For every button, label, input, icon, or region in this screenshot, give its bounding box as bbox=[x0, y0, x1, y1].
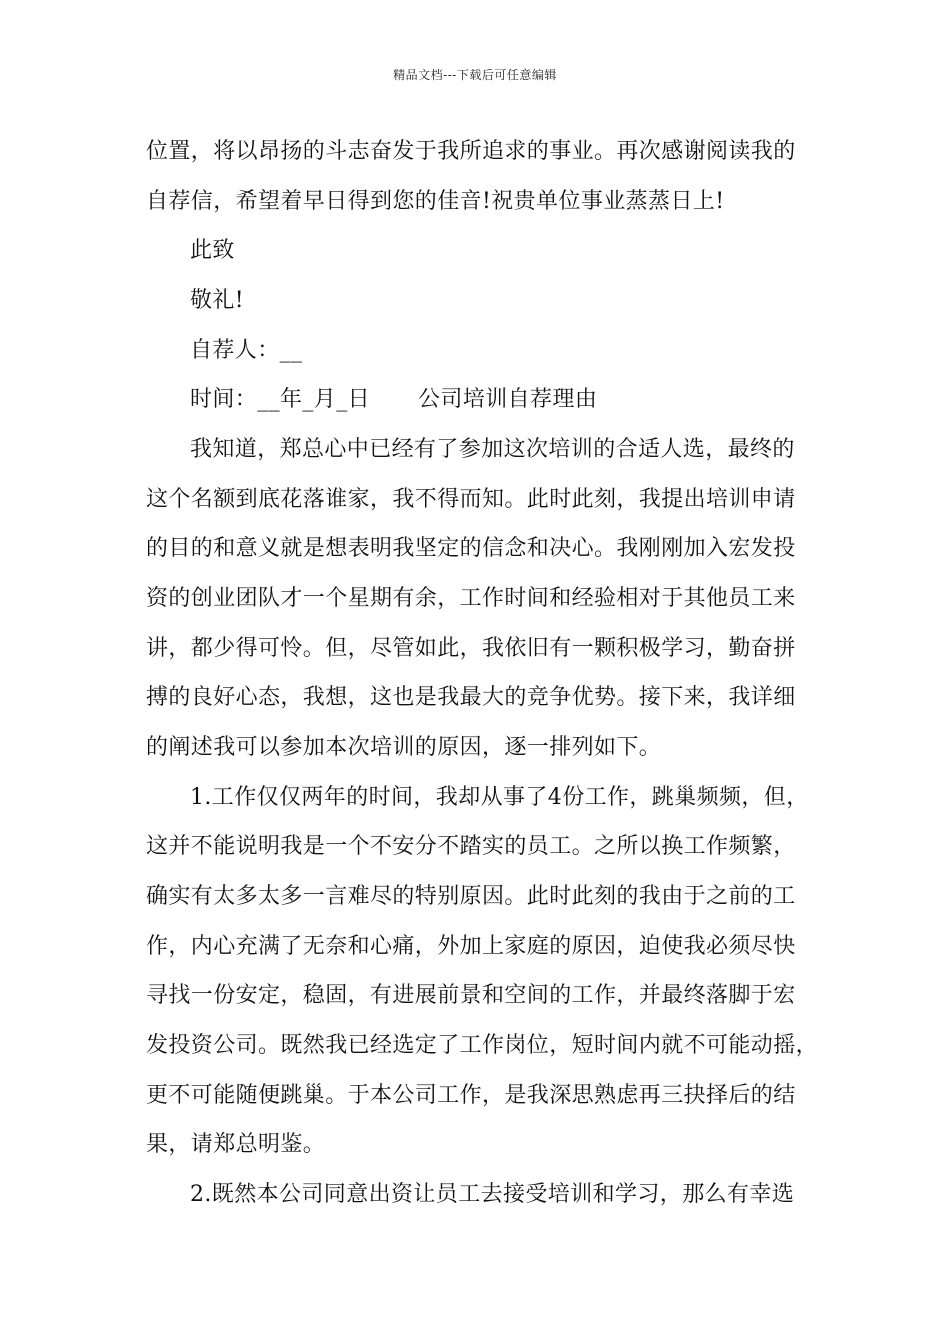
body-line: 这并不能说明我是一个不安分不踏实的员工。之所以换工作频繁， bbox=[146, 834, 796, 859]
body-line: 2.既然本公司同意出资让员工去接受培训和学习，那么有幸选 bbox=[190, 1182, 795, 1207]
body-line: 1.工作仅仅两年的时间，我却从事了4份工作，跳巢频频，但， bbox=[190, 785, 809, 810]
body-line: 搏的良好心态，我想，这也是我最大的竞争优势。接下来，我详细 bbox=[146, 685, 796, 710]
body-line: 讲，都少得可怜。但，尽管如此，我依旧有一颗积极学习，勤奋拼 bbox=[146, 636, 796, 661]
body-line: 更不可能随便跳巢。于本公司工作，是我深思熟虑再三抉择后的结 bbox=[146, 1083, 796, 1108]
page-header: 精品文档---下载后可任意编辑 bbox=[393, 68, 557, 82]
body-line: 寻找一份安定，稳固，有进展前景和空间的工作，并最终落脚于宏 bbox=[146, 983, 796, 1008]
body-line: 果，请郑总明鉴。 bbox=[146, 1132, 326, 1157]
body-line: 资的创业团队才一个星期有余，工作时间和经验相对于其他员工来 bbox=[146, 586, 796, 611]
body-line: 的目的和意义就是想表明我坚定的信念和决心。我刚刚加入宏发投 bbox=[146, 536, 796, 561]
date-line bbox=[190, 385, 597, 415]
salutation-line: 敬礼! bbox=[190, 288, 245, 313]
body-line: 位置，将以昂扬的斗志奋发于我所追求的事业。再次感谢阅读我的 bbox=[146, 139, 796, 164]
signature-line: 自荐人：__ bbox=[190, 338, 303, 363]
section-title: 公司培训自荐理由 bbox=[418, 387, 598, 412]
body-line: 作，内心充满了无奈和心痛，外加上家庭的原因，迫使我必须尽快 bbox=[146, 934, 796, 959]
salutation-line: 此致 bbox=[190, 238, 235, 263]
body-line: 发投资公司。既然我已经选定了工作岗位，短时间内就不可能动摇， bbox=[146, 1033, 819, 1058]
body-line: 我知道，郑总心中已经有了参加这次培训的合适人选，最终的 bbox=[190, 437, 795, 462]
body-line: 自荐信，希望着早日得到您的佳音!祝贵单位事业蒸蒸日上! bbox=[146, 189, 725, 214]
date-text: 时间：__年_月_日 bbox=[190, 387, 371, 412]
body-line: 的阐述我可以参加本次培训的原因，逐一排列如下。 bbox=[146, 735, 662, 760]
body-line: 确实有太多太多一言难尽的特别原因。此时此刻的我由于之前的工 bbox=[146, 884, 796, 909]
body-line: 这个名额到底花落谁家，我不得而知。此时此刻，我提出培训申请 bbox=[146, 487, 796, 512]
